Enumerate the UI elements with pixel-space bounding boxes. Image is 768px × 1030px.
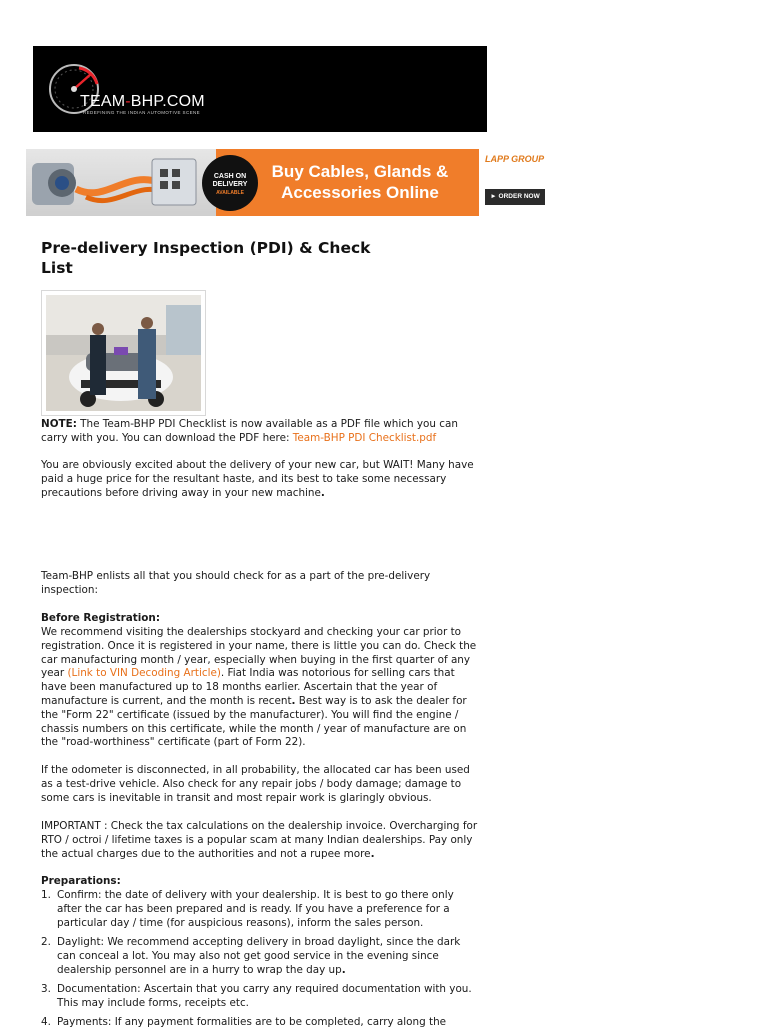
preparations-heading: Preparations:	[41, 875, 121, 887]
before-registration-paragraph: We recommend visiting the dealerships stockyard and checking your car prior to registration. Once it is registered in your name, there is little you can do. Check the car manufacturing month / year, especially when buying in the first quarter of any year (Link to VIN Decoding Article). Fiat India was notorious for selling cars that have been manufactured up to 18 months earlier. Ascertain that the year of manufacture is current, and the month is recent. Best way is to ask the dealer for the "Form 22" certificate (issued by the manufacturer). You will find the engine / chassis numbers on this certificate, while the month / year of manufacture are on the "road-worthiness" certificate (part of Form 22).	[41, 626, 477, 749]
important-paragraph: IMPORTANT : Check the tax calculations on the dealership invoice. Overcharging for RTO / octroi / lifetime taxes is a popular scam at many Indian dealerships. Pay only the actual charges due to the authorities and not a rupee more.	[41, 820, 478, 860]
ad-brand-logo: LAPP GROUP	[485, 154, 545, 164]
pdf-checklist-link[interactable]: Team-BHP PDI Checklist.pdf	[292, 431, 437, 444]
before-registration-heading: Before Registration:	[41, 612, 160, 624]
note-label: NOTE:	[41, 418, 77, 430]
ad-banner[interactable]	[26, 149, 559, 216]
intro-paragraph: You are obviously excited about the delivery of your new car, but WAIT! Many have paid a huge price for the resultant haste, and its best to take some necessary precautions before driving away in your new machine.	[41, 459, 474, 499]
note-paragraph	[41, 418, 481, 446]
note-text: The Team-BHP PDI Checklist is now available as a PDF file which you can carry with you. You can download the PDF here:	[41, 418, 458, 444]
ad-product-images	[26, 149, 216, 216]
cash-on-delivery-badge: CASH ON DELIVERY AVAILABLE	[202, 155, 258, 211]
logo-wordmark: TEAM-BHP.COM	[80, 93, 205, 110]
car-delivery-image	[46, 295, 201, 411]
page-title: Pre-delivery Inspection (PDI) & Check List	[41, 239, 371, 277]
ad-headline: Buy Cables, Glands & Accessories Online	[271, 162, 449, 202]
logo-tagline: REDEFINING THE INDIAN AUTOMOTIVE SCENE	[83, 110, 201, 115]
list-item: 4. Payments: If any payment formalities are to be completed, carry along the	[41, 1016, 447, 1028]
odometer-paragraph: If the odometer is disconnected, in all probability, the allocated car has been used as a test-drive vehicle. Also check for any repair jobs / body damage; damage to some cars is inevitable in transit and most repair work is glaringly obvious.	[41, 764, 470, 804]
list-item: 1. Confirm: the date of delivery with your dealership. It is best to go there only after the car has been prepared and is ready. If you have a preference for a particular day / time (for auspicious reasons), inform the sales person.	[41, 889, 454, 929]
enlist-paragraph: Team-BHP enlists all that you should check for as a part of the pre-delivery inspection:	[41, 570, 431, 596]
vin-decoding-link[interactable]: (Link to VIN Decoding Article)	[67, 667, 221, 680]
order-now-button[interactable]: ► ORDER NOW	[485, 189, 545, 205]
ad-brand-panel	[479, 149, 559, 216]
delivery-photo	[41, 290, 206, 416]
site-logo-banner[interactable]	[33, 46, 487, 132]
list-item: 3. Documentation: Ascertain that you carry any required documentation with you. This may include forms, receipts etc.	[41, 983, 472, 1009]
cable-gland-icon	[26, 149, 216, 216]
list-item: 2. Daylight: We recommend accepting delivery in broad daylight, since the dark can conceal a lot. You may also not get good service in the evening since dealership personnel are in a hurry to wrap the day up.	[41, 936, 461, 976]
